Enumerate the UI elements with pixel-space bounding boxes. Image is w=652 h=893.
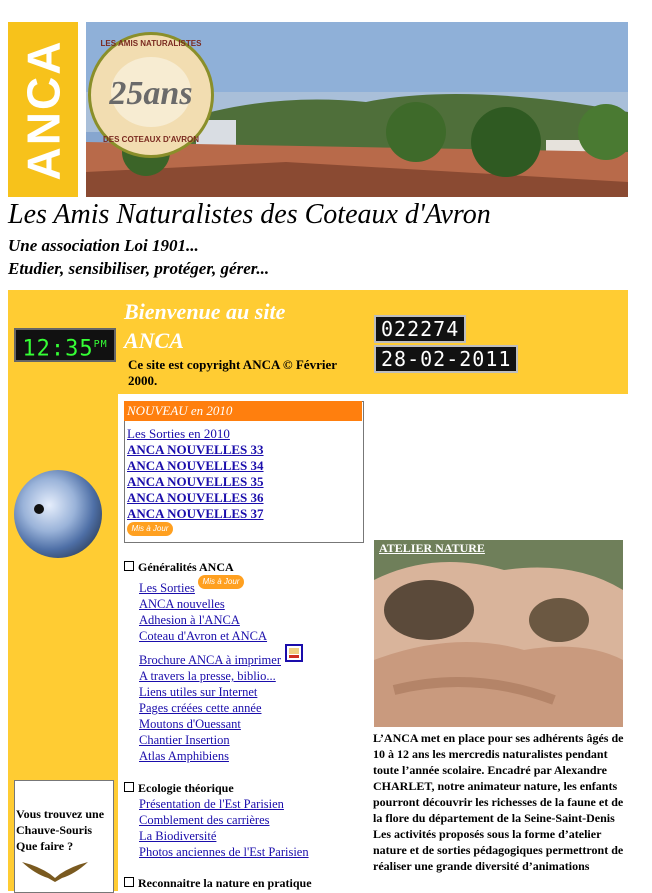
banner-brand: ANCA <box>17 39 70 180</box>
update-badge-sorties: Mis à Jour <box>198 575 244 589</box>
checkbox-icon <box>124 877 134 887</box>
menu-link-liens-utiles[interactable]: Liens utiles sur Internet <box>139 685 258 699</box>
bat-icon <box>20 854 90 884</box>
site-title: Les Amis Naturalistes des Coteaux d'Avron <box>8 199 491 230</box>
news-link-nouvelles-37[interactable]: ANCA NOUVELLES 37 <box>127 506 264 521</box>
welcome-title: Bienvenue au site ANCA <box>124 299 286 353</box>
copyright-text: Ce site est copyright ANCA © Février 2000. <box>128 357 337 388</box>
section-ecologie-title: Ecologie théorique <box>124 781 234 796</box>
menu-link-presse[interactable]: A travers la presse, biblio... <box>139 669 276 683</box>
atelier-nature-link[interactable]: ATELIER NATURE <box>379 541 485 555</box>
atelier-nature-text: L’ANCA met en place pour ses adhérents âgés de 10 à 12 ans les mercredis naturalistes pendant toute l’année scolaire. Encadré par Alexandre CHARLET, notre animateur nature, les enfants pourront découvrir les richesses de la faune et de la flore du département de la Seine-Saint-Denis Les activités proposés sous la forme d’atelier nature et de sorties pédagogiques permettront de réaliser une grande diversité d’animations <box>373 731 624 873</box>
update-badge: Mis à Jour <box>127 522 173 536</box>
section-generalites-title: Généralités ANCA <box>124 560 234 575</box>
checkbox-icon <box>124 782 134 792</box>
news-link-nouvelles-33[interactable]: ANCA NOUVELLES 33 <box>127 442 264 457</box>
menu-link-est-parisien[interactable]: Présentation de l'Est Parisien <box>139 797 284 811</box>
menu-link-pages-creees[interactable]: Pages créées cette année <box>139 701 262 715</box>
news-link-nouvelles-35[interactable]: ANCA NOUVELLES 35 <box>127 474 264 489</box>
menu-link-carrieres[interactable]: Comblement des carrières <box>139 813 270 827</box>
bird-eye <box>34 504 44 514</box>
banner-divider <box>78 22 86 197</box>
section-reconnaitre-title: Reconnaitre la nature en pratique <box>124 876 312 891</box>
print-icon[interactable] <box>285 644 303 662</box>
site-subtitle-1: Une association Loi 1901... <box>8 236 199 255</box>
bat-info-text[interactable]: Vous trouvez une Chauve-Souris Que faire ? <box>16 807 105 853</box>
date-display: 28-02-2011 <box>374 345 518 373</box>
menu-link-sorties[interactable]: Les Sorties <box>139 581 195 595</box>
atelier-nature-photo <box>374 540 623 727</box>
checkbox-icon <box>124 561 134 571</box>
menu-link-atlas[interactable]: Atlas Amphibiens <box>139 749 229 763</box>
site-banner <box>8 22 628 197</box>
menu-link-adhesion[interactable]: Adhesion à l'ANCA <box>139 613 240 627</box>
menu-link-chantier[interactable]: Chantier Insertion <box>139 733 230 747</box>
menu-link-biodiversite[interactable]: La Biodiversité <box>139 829 217 843</box>
menu-link-brochure[interactable]: Brochure ANCA à imprimer <box>139 653 281 667</box>
news-header: NOUVEAU en 2010 <box>124 401 362 421</box>
visit-counter: 022274 <box>374 315 466 343</box>
menu-link-moutons[interactable]: Moutons d'Ouessant <box>139 717 241 731</box>
menu-link-coteau-avron[interactable]: Coteau d'Avron et ANCA <box>139 629 268 643</box>
news-link-nouvelles-36[interactable]: ANCA NOUVELLES 36 <box>127 490 264 505</box>
anniversary-badge: LES AMIS NATURALISTES 25ans DES COTEAUX D'AVRON <box>88 32 214 158</box>
menu-link-anca-nouvelles[interactable]: ANCA nouvelles <box>139 597 225 611</box>
news-link-sorties-2010[interactable]: Les Sorties en 2010 <box>127 426 230 441</box>
menu-link-photos-anciennes[interactable]: Photos anciennes de l'Est Parisien <box>139 845 309 859</box>
site-subtitle-2: Etudier, sensibiliser, protéger, gérer... <box>8 259 270 278</box>
bird-icon <box>14 470 102 558</box>
digital-clock: $12:35^{PM}$ <box>14 328 116 362</box>
news-link-nouvelles-34[interactable]: ANCA NOUVELLES 34 <box>127 458 264 473</box>
